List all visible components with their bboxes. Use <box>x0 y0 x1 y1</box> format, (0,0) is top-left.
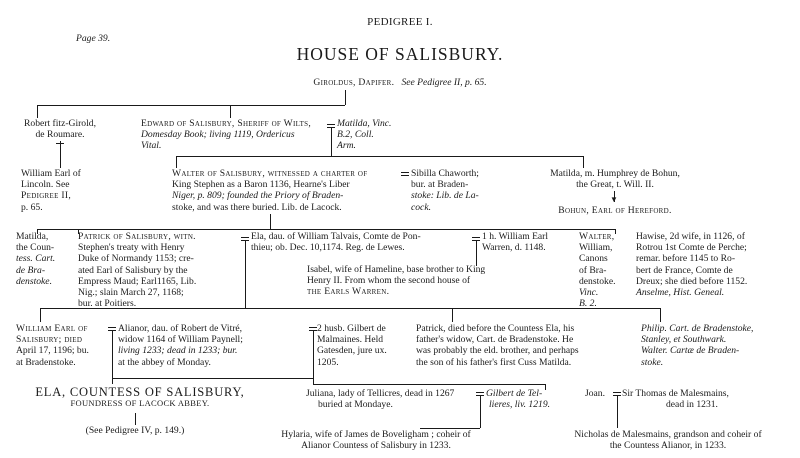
person-hylaria <box>246 429 506 451</box>
text-line: Matilda, m. Humphrey de Bohun, <box>550 168 680 179</box>
marriage-mark <box>476 392 484 393</box>
text-line: the Earls Warren. <box>307 286 390 298</box>
text-line: Walter. Cartæ de Braden- <box>641 345 740 357</box>
bohun-earl-of-hereford: Bohun, Earl of Hereford. <box>558 205 672 216</box>
text-line: Matilda, <box>16 231 49 242</box>
text-line: William Earl of <box>16 323 88 334</box>
connector <box>37 229 615 230</box>
text-line: stoke: Lib. de La- <box>411 190 479 202</box>
connector <box>112 330 113 384</box>
text-line: tess. Cart. <box>16 253 56 265</box>
person-patrick-of-salisbury <box>78 231 196 309</box>
text-line: Juliana, lady of Tellicres, dead in 1267 <box>306 388 455 399</box>
text-line: thieu; ob. Dec. 10,1174. Reg. de Lewes. <box>251 242 405 254</box>
person-william-earl-of-salisbury <box>16 323 89 368</box>
person-sir-thomas-de-malesmains <box>622 388 729 410</box>
text-line: denstoke. <box>579 275 616 287</box>
text-line: ELA, COUNTESS OF SALISBURY, <box>35 385 245 399</box>
text-line: Alianor, dau. of Robert de Vitré, <box>118 323 243 334</box>
marriage-mark <box>327 124 335 125</box>
text-line: Isabel, wife of Hameline, base brother to King <box>307 264 486 275</box>
connector <box>476 240 477 266</box>
text-line: Pedigree II, <box>21 190 72 202</box>
person-walter-of-salisbury <box>172 168 367 213</box>
person-alianor-de-vitre <box>118 323 243 368</box>
person-walter-william-canons <box>579 231 616 309</box>
text-line: was probably the eld. brother, and perhaps <box>416 345 579 357</box>
connector <box>40 308 41 322</box>
text-line: lieres, liv. 1219. <box>489 399 551 411</box>
text-line: at the abbey of Monday. <box>118 356 211 368</box>
connector <box>331 127 332 156</box>
person-matilda-countess <box>16 231 55 287</box>
founder-line <box>280 77 520 88</box>
text-line: Rotrou 1st Comte de Perche; <box>636 242 747 254</box>
text-line: stoke, and was there buried. Lib. de Lacock. <box>172 201 342 213</box>
text-line: (See Pedigree IV, p. 149.) <box>85 425 185 436</box>
text-line: Dreux; she died before 1152. <box>636 275 748 287</box>
text-line: father's widow, Cart. de Bradenstoke. He <box>416 334 574 346</box>
text-line: Sir Thomas de Malesmains, <box>622 388 729 399</box>
text-line: denstoke. <box>16 275 52 287</box>
arrow-icon: ▼ <box>610 195 618 204</box>
person-ela-countess-of-salisbury <box>20 387 260 409</box>
connector <box>135 413 136 425</box>
text-line: Canons <box>579 253 608 265</box>
connector <box>345 90 346 105</box>
text-line: Robert fitz-Girold, <box>24 118 96 129</box>
text-line: Henry II. From whom the second house of <box>307 275 471 287</box>
pedigree-iv-reference <box>35 425 235 436</box>
text-line: of Bra- <box>579 264 607 276</box>
text-line: King Stephen as a Baron 1136, Hearne's Liber <box>172 179 350 191</box>
text-line: bur. at Braden- <box>411 179 469 191</box>
text-line: Vinc. <box>579 287 599 299</box>
page-reference: Page 39. <box>76 33 111 44</box>
text-line: Ela, dau. of William Talvais, Comte de Pon- <box>251 231 421 242</box>
person-sibilla-chaworth <box>411 168 479 213</box>
connector <box>270 214 271 229</box>
marriage-mark <box>241 237 249 238</box>
marriage-mark <box>309 327 317 328</box>
text-line: Arm. <box>337 140 356 152</box>
connector <box>176 156 177 168</box>
person-william-earl-of-lincoln <box>21 168 81 213</box>
text-line: Walter, <box>579 231 615 242</box>
connector <box>480 395 481 428</box>
connector <box>60 141 61 168</box>
text-line: de Bra- <box>16 264 46 276</box>
page-title: HOUSE OF SALISBURY. <box>296 44 504 64</box>
text-line: Anselme, Hist. Geneal. <box>636 287 725 299</box>
person-hawise <box>636 231 747 298</box>
text-line: widow 1164 of William Paynell; <box>118 334 243 346</box>
text-line: 2 husb. Gilbert de <box>317 323 386 334</box>
text-line: William, <box>579 242 613 254</box>
connector <box>583 156 584 168</box>
text-line: bur. at Poitiers. <box>78 298 137 310</box>
text-line: Gilbert de Tel- <box>486 388 543 399</box>
text-line: Sibilla Chaworth; <box>411 168 479 179</box>
connector <box>617 395 618 428</box>
text-line: Malmaines. Held <box>317 334 384 346</box>
text-line: buried at Mondaye. <box>318 399 393 411</box>
text-line: at Bradenstoke. <box>16 356 76 368</box>
text-line: Edward of Salisbury, Sheriff of Wilts, <box>141 118 312 129</box>
text-line: p. 65. <box>21 201 43 213</box>
text-line: B.2, Coll. <box>337 129 374 141</box>
text-line: Hawise, 2d wife, in 1126, of <box>636 231 745 242</box>
text-line: Patrick, died before the Countess Ela, his <box>416 323 575 334</box>
text-line: Duke of Normandy 1153; cre- <box>78 253 194 265</box>
text-line: Nig.; slain March 27, 1168; <box>78 287 184 299</box>
text-line: remar. before 1145 to Ro- <box>636 253 736 265</box>
text-line: Vital. <box>141 140 162 152</box>
text-line: Stanley, et Southwark. <box>641 334 727 346</box>
text-line: 1 h. William Earl <box>482 231 549 242</box>
text-line: the son of his father's first Cuss Matilda. <box>416 356 572 368</box>
person-patrick-younger <box>416 323 579 368</box>
connector <box>660 308 661 322</box>
text-line: stoke. <box>641 356 664 368</box>
text-line: Walter of Salisbury, witnessed a charter of <box>172 168 368 179</box>
person-ela-talvais <box>251 231 421 253</box>
marriage-mark <box>108 327 116 328</box>
person-william-earl-warren <box>482 231 548 253</box>
pedigree-number: PEDIGREE I. <box>367 16 433 28</box>
text-line: Matilda, Vinc. <box>337 118 392 129</box>
connector <box>112 378 313 379</box>
text-line: the Countess Alianor, in 1233. <box>609 440 727 452</box>
connector <box>230 105 231 118</box>
marriage-mark <box>613 392 621 393</box>
person-joan: Joan. <box>585 388 605 399</box>
person-robert-fitz-girold <box>10 118 110 140</box>
text-line: Philip. Cart. de Bradenstoke, <box>641 323 754 334</box>
text-line: Lincoln. See <box>21 179 70 191</box>
person-matilda-vinc <box>337 118 391 152</box>
text-line: Salisbury; died <box>16 334 83 346</box>
connector <box>313 384 545 385</box>
marriage-mark <box>401 172 409 173</box>
person-gilbert-de-tellieres <box>486 388 550 410</box>
text-line: Hylaria, wife of James de Boveligham ; coheir of <box>281 429 471 440</box>
founder-name: Giroldus, Dapifer. <box>313 77 395 88</box>
connector <box>245 240 246 308</box>
person-juliana <box>306 388 454 410</box>
connector <box>313 330 314 384</box>
marriage-mark <box>472 237 480 238</box>
text-line: Empress Maud; Earl1165, Lib. <box>78 275 197 287</box>
person-gilbert-de-malmaines <box>317 323 387 368</box>
text-line: the Great, t. Will. II. <box>576 179 654 191</box>
text-line: Domesday Book; living 1119, Ordericus <box>141 129 295 141</box>
text-line: Gatesden, jure ux. <box>317 345 387 357</box>
text-line: living 1233; dead in 1233; bur. <box>118 345 238 357</box>
text-line: bert de France, Comte de <box>636 264 733 276</box>
text-line: Stephen's treaty with Henry <box>78 242 185 254</box>
text-line: Niger, p. 809; founded the Priory of Braden- <box>172 190 344 202</box>
connector <box>452 308 453 322</box>
text-line: FOUNDRESS OF LACOCK ABBEY. <box>70 398 210 409</box>
text-line: B. 2. <box>579 298 597 310</box>
text-line: cock. <box>411 201 431 213</box>
person-nicholas-de-malesmains <box>543 429 793 451</box>
marriage-mark <box>56 143 64 144</box>
text-line: Warren, d. 1148. <box>482 242 546 254</box>
marriage-mark <box>401 175 409 176</box>
person-philip-walter <box>641 323 753 368</box>
text-line: April 17, 1196; bu. <box>16 345 89 357</box>
text-line: William Earl of <box>21 168 81 179</box>
text-line: Nicholas de Malesmains, grandson and coheir of <box>574 429 762 440</box>
text-line: Patrick of Salisbury, witn. <box>78 231 196 242</box>
founder-ref: See Pedigree II, p. 65. <box>401 77 487 88</box>
text-line: the Coun- <box>16 242 55 254</box>
person-edward-of-salisbury <box>141 118 311 152</box>
text-line: de Roumare. <box>35 129 85 141</box>
text-line: 1205. <box>317 356 339 368</box>
connector <box>176 156 583 157</box>
connector <box>37 105 345 106</box>
person-matilda-bohun <box>505 168 725 190</box>
person-isabel <box>307 264 485 298</box>
connector <box>37 105 38 118</box>
text-line: ated Earl of Salisbury by the <box>78 264 188 276</box>
text-line: Alianor Countess of Salisbury in 1233. <box>301 440 451 452</box>
text-line: dead in 1231. <box>666 399 718 411</box>
